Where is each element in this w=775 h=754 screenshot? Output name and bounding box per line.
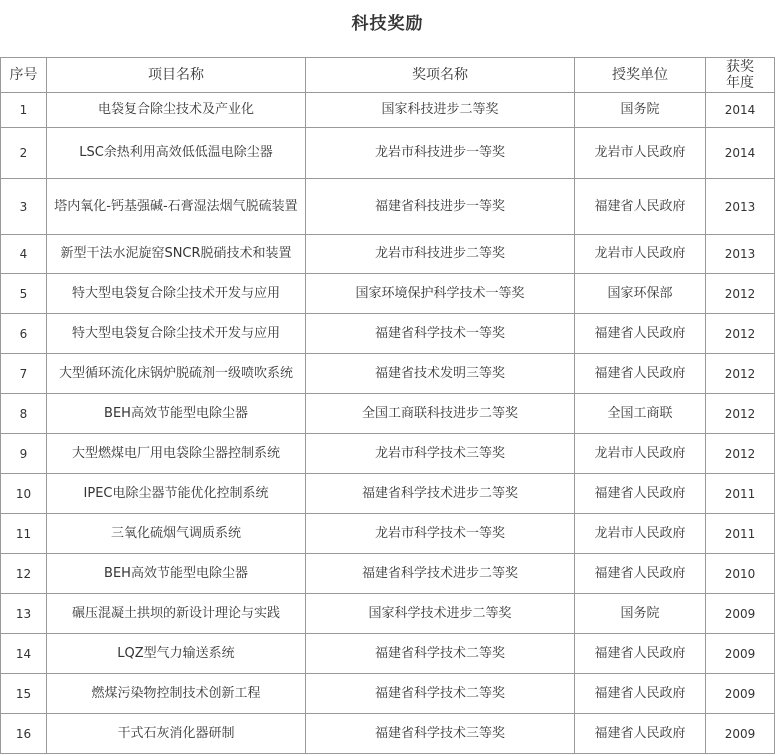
cell-year: 2012 [706,394,775,434]
cell-award: 龙岩市科技进步一等奖 [306,128,575,179]
column-header-award: 奖项名称 [306,58,575,93]
cell-index: 13 [1,594,47,634]
table-row [1,674,775,714]
cell-index: 2 [1,128,47,179]
column-header-year [706,58,775,93]
cell-index: 9 [1,434,47,474]
cell-index: 15 [1,674,47,714]
cell-index: 11 [1,514,47,554]
column-header-project: 项目名称 [47,58,306,93]
cell-project: IPEC电除尘器节能优化控制系统 [47,474,306,514]
cell-year: 2009 [706,674,775,714]
cell-year: 2012 [706,434,775,474]
cell-award: 福建省科学技术二等奖 [306,634,575,674]
table-header-row [1,58,775,93]
table-row [1,128,775,179]
page-title: 科技奖励 [351,14,424,34]
cell-project: BEH高效节能型电除尘器 [47,394,306,434]
table-row [1,179,775,235]
cell-year: 2013 [706,179,775,235]
column-header-year-line2: 年度 [726,75,754,91]
column-header-index: 序号 [1,58,47,93]
cell-index: 16 [1,714,47,754]
cell-project: 大型燃煤电厂用电袋除尘器控制系统 [47,434,306,474]
cell-issuer: 福建省人民政府 [575,554,706,594]
cell-issuer: 福建省人民政府 [575,474,706,514]
cell-year: 2012 [706,314,775,354]
cell-award: 福建省科学技术进步二等奖 [306,554,575,594]
table-row [1,235,775,274]
cell-year: 2012 [706,274,775,314]
cell-project: 燃煤污染物控制技术创新工程 [47,674,306,714]
cell-issuer: 龙岩市人民政府 [575,235,706,274]
table-row [1,434,775,474]
cell-year: 2014 [706,128,775,179]
cell-award: 福建省技术发明三等奖 [306,354,575,394]
cell-year: 2012 [706,354,775,394]
table-row [1,274,775,314]
cell-project: 塔内氧化-钙基强碱-石膏湿法烟气脱硫装置 [47,179,306,235]
table-row [1,314,775,354]
cell-project: 三氧化硫烟气调质系统 [47,514,306,554]
cell-year: 2009 [706,714,775,754]
table-row [1,354,775,394]
cell-year: 2009 [706,634,775,674]
cell-index: 5 [1,274,47,314]
column-header-year-line1: 获奖 [726,59,754,75]
cell-award: 龙岩市科技进步二等奖 [306,235,575,274]
cell-issuer: 龙岩市人民政府 [575,514,706,554]
cell-award: 龙岩市科学技术三等奖 [306,434,575,474]
cell-award: 国家科学技术进步二等奖 [306,594,575,634]
cell-issuer: 福建省人民政府 [575,674,706,714]
cell-year: 2011 [706,474,775,514]
cell-project: 新型干法水泥旋窑SNCR脱硝技术和装置 [47,235,306,274]
cell-index: 4 [1,235,47,274]
table-row [1,554,775,594]
cell-issuer: 龙岩市人民政府 [575,434,706,474]
cell-issuer: 福建省人民政府 [575,714,706,754]
cell-issuer: 全国工商联 [575,394,706,434]
table-row [1,594,775,634]
cell-issuer: 国务院 [575,594,706,634]
table-row [1,634,775,674]
cell-index: 10 [1,474,47,514]
cell-issuer: 国家环保部 [575,274,706,314]
cell-award: 国家科技进步二等奖 [306,93,575,128]
cell-award: 福建省科学技术二等奖 [306,674,575,714]
cell-year: 2010 [706,554,775,594]
cell-project: 大型循环流化床锅炉脱硫剂一级喷吹系统 [47,354,306,394]
table-row [1,474,775,514]
cell-project: BEH高效节能型电除尘器 [47,554,306,594]
cell-issuer: 福建省人民政府 [575,354,706,394]
cell-index: 12 [1,554,47,594]
table-row [1,93,775,128]
cell-project: 碾压混凝土拱坝的新设计理论与实践 [47,594,306,634]
cell-award: 全国工商联科技进步二等奖 [306,394,575,434]
cell-issuer: 龙岩市人民政府 [575,128,706,179]
cell-issuer: 福建省人民政府 [575,314,706,354]
cell-award: 福建省科学技术一等奖 [306,314,575,354]
cell-index: 1 [1,93,47,128]
table-row [1,514,775,554]
cell-award: 福建省科学技术三等奖 [306,714,575,754]
cell-project: 特大型电袋复合除尘技术开发与应用 [47,314,306,354]
cell-index: 3 [1,179,47,235]
cell-issuer: 福建省人民政府 [575,179,706,235]
cell-project: 特大型电袋复合除尘技术开发与应用 [47,274,306,314]
cell-issuer: 国务院 [575,93,706,128]
awards-table [0,57,775,754]
cell-index: 7 [1,354,47,394]
cell-issuer: 福建省人民政府 [575,634,706,674]
column-header-issuer: 授奖单位 [575,58,706,93]
cell-award: 福建省科学技术进步二等奖 [306,474,575,514]
cell-award: 福建省科技进步一等奖 [306,179,575,235]
cell-index: 14 [1,634,47,674]
table-row [1,714,775,754]
cell-year: 2014 [706,93,775,128]
cell-award: 龙岩市科学技术一等奖 [306,514,575,554]
cell-index: 8 [1,394,47,434]
cell-project: LSC余热利用高效低低温电除尘器 [47,128,306,179]
cell-year: 2009 [706,594,775,634]
cell-award: 国家环境保护科学技术一等奖 [306,274,575,314]
cell-index: 6 [1,314,47,354]
cell-year: 2011 [706,514,775,554]
cell-project: LQZ型气力输送系统 [47,634,306,674]
table-row [1,394,775,434]
cell-project: 干式石灰消化器研制 [47,714,306,754]
cell-project: 电袋复合除尘技术及产业化 [47,93,306,128]
cell-year: 2013 [706,235,775,274]
